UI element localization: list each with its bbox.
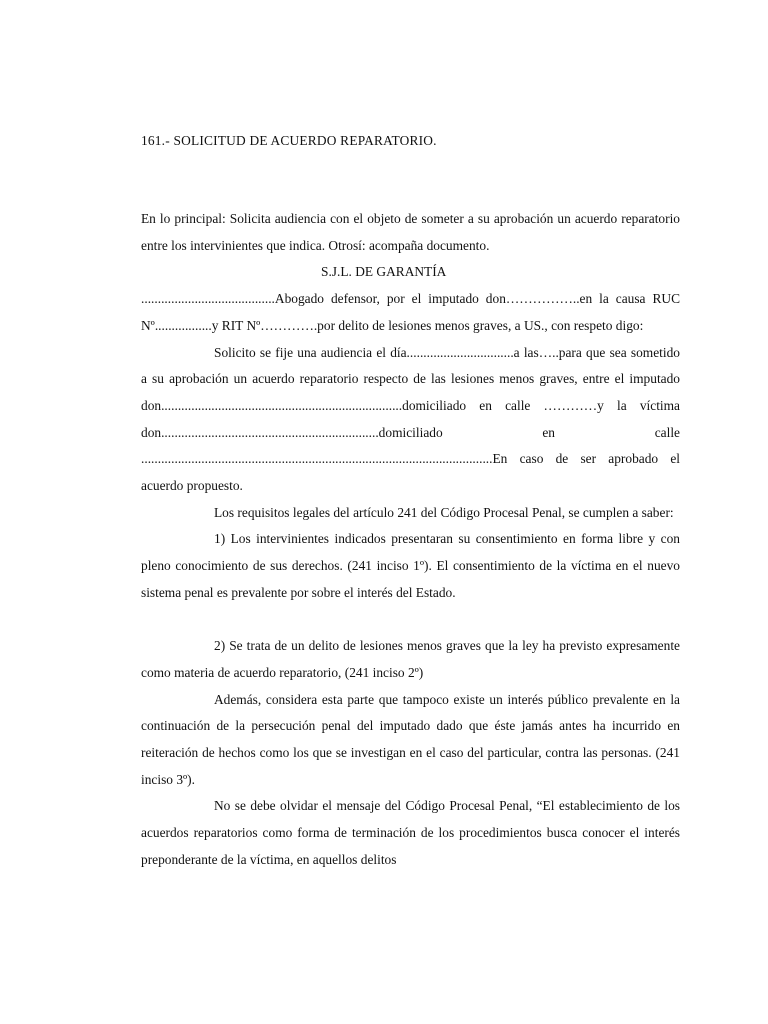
public-interest-paragraph: Además, considera esta parte que tampoco existe un interés público prevalente en la continuación de la persecución penal del imputado dado que éste jamás antes ha incurrido en reiteración de hechos como los que se investigan en el caso del particular, contra las personas. (241 inciso 3º). — [141, 691, 680, 787]
intro-paragraph: ........................................Abogado defensor, por el imputado don……………..en la causa RUC Nº.................y RIT Nº………….por delito de lesiones menos graves, a US., con respeto digo: — [141, 291, 680, 333]
code-message-paragraph: No se debe olvidar el mensaje del Código Procesal Penal, “El establecimiento de los acuerdos reparatorios como forma de terminación de los procedimientos busca conocer el interés preponderante de la víctima, en aquellos delitos — [141, 798, 680, 867]
requirement-2-paragraph: 2) Se trata de un delito de lesiones menos graves que la ley ha previsto expresamente como materia de acuerdo reparatorio, (241 inciso 2º) — [141, 638, 680, 680]
document-title: 161.- SOLICITUD DE ACUERDO REPARATORIO. — [141, 133, 437, 148]
document-body — [141, 206, 680, 874]
requirements-paragraph: Los requisitos legales del artículo 241 del Código Procesal Penal, se cumplen a saber: — [214, 504, 674, 520]
summary-paragraph: En lo principal: Solicita audiencia con el objeto de someter a su aprobación un acuerdo reparatorio entre los intervinientes que indica. Otrosí: acompaña documento. — [141, 211, 680, 253]
requirement-1-paragraph: 1) Los intervinientes indicados presentaran su consentimiento en forma libre y con pleno conocimiento de sus derechos. (241 inciso 1º). El consentimiento de la víctima en el nuevo sistema penal es prevalente por sobre el interés del Estado. — [141, 531, 680, 600]
request-paragraph: Solicito se fije una audiencia el día................................a las…..para que sea sometido a su aprobación un acuerdo reparatorio respecto de las lesiones menos graves, entre el imputado don........................................................................domiciliado en calle …………y la víctima don.................................................................domiciliado en calle .........................................................................................................En caso de ser aprobado el acuerdo propuesto. — [141, 344, 680, 494]
court-heading: S.J.L. DE GARANTÍA — [321, 264, 447, 280]
